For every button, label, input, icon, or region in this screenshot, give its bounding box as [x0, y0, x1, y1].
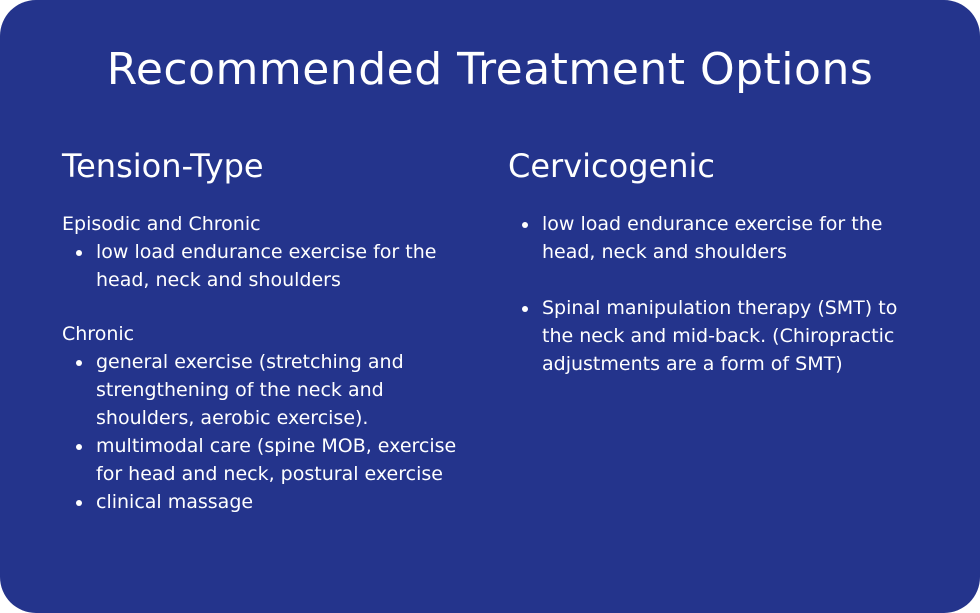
page-title: Recommended Treatment Options [106, 44, 874, 95]
chronic-list [62, 348, 462, 516]
list-item [508, 210, 928, 266]
bullet-icon [76, 360, 82, 366]
list-item [62, 238, 462, 294]
list-item-text: low load endurance exercise for the head, neck and shoulders [96, 241, 437, 291]
list-item [508, 294, 928, 378]
list-item-text: Spinal manipulation therapy (SMT) to the neck and mid-back. (Chiropractic adjustments are a form of SMT) [542, 297, 898, 375]
cervicogenic-heading: Cervicogenic [508, 147, 715, 185]
list-item [62, 432, 462, 488]
list-item [62, 348, 462, 432]
bullet-icon [522, 222, 528, 228]
episodic-list [62, 238, 462, 294]
bullet-icon [76, 250, 82, 256]
list-item-text: general exercise (stretching and strengthening of the neck and shoulders, aerobic exercise). [96, 351, 404, 429]
bullet-icon [76, 444, 82, 450]
chronic-label: Chronic [62, 323, 135, 345]
list-item-text: clinical massage [96, 491, 254, 513]
bullet-icon [522, 306, 528, 312]
tension-type-heading: Tension-Type [62, 147, 264, 185]
episodic-chronic-label: Episodic and Chronic [62, 213, 261, 235]
list-item-text: multimodal care (spine MOB, exercise for head and neck, postural exercise [96, 435, 457, 485]
cervicogenic-list [508, 210, 928, 378]
list-item-text: low load endurance exercise for the head, neck and shoulders [542, 213, 883, 263]
list-item [62, 488, 462, 516]
bullet-icon [76, 500, 82, 506]
